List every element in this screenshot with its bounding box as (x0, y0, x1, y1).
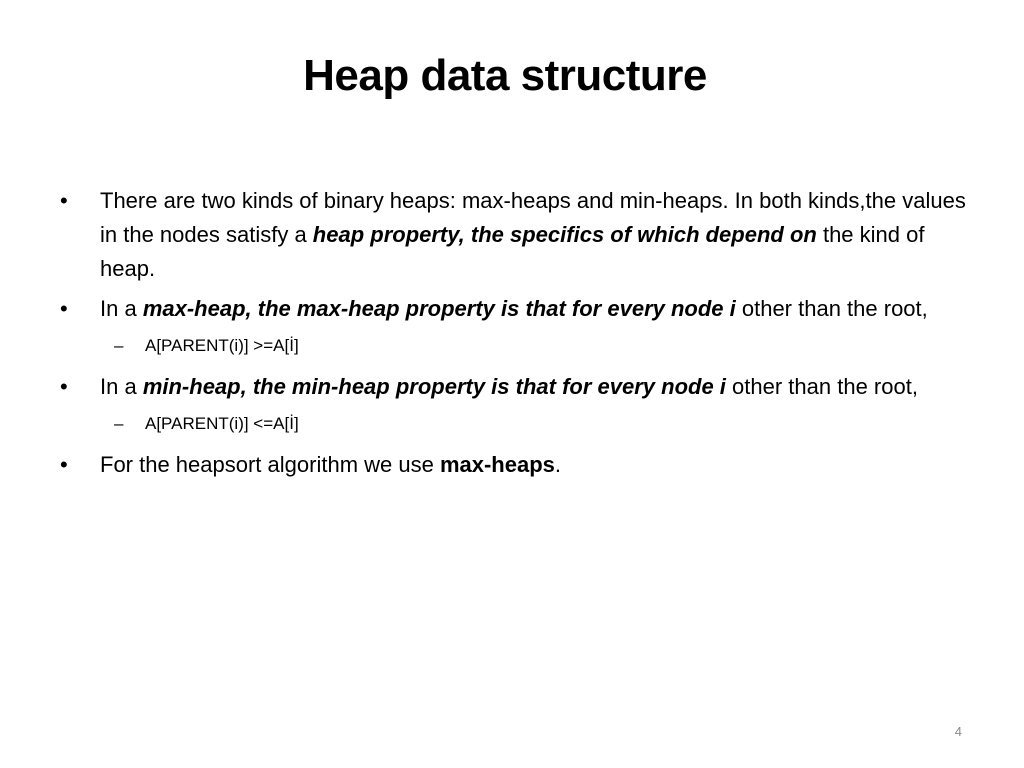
sub-bullet-dash: – (114, 336, 124, 355)
bullet-dot: • (60, 296, 68, 321)
bullet-text: There are two kinds of binary heaps: max-heaps and min-heaps. In both kinds,the values in the nodes satisfy a (100, 188, 966, 247)
sub-bullet-item (58, 410, 968, 438)
bullet-emphasis: heap property, the specifics of which depend on (312, 222, 817, 247)
bullet-text: the kind of heap. (100, 222, 925, 281)
sub-bullet-item (58, 332, 968, 360)
bullet-dot: • (60, 374, 68, 399)
bullet-dot: • (60, 188, 68, 213)
bullet-text: In a (100, 374, 143, 399)
bullet-text: For the heapsort algorithm we use (100, 452, 440, 477)
bullet-dot: • (60, 452, 68, 477)
bullet-item (58, 448, 968, 482)
bullet-text: In a (100, 296, 143, 321)
bullet-item (58, 292, 968, 326)
bullet-text: other than the root, (735, 296, 928, 321)
bullet-text: other than the root, (725, 374, 918, 399)
sub-bullet-dash: – (114, 414, 124, 433)
bullet-emphasis: max-heap, the max-heap property is that for every node i (142, 296, 736, 321)
bullet-item (58, 370, 968, 404)
sub-bullet-text: A[PARENT(i)] >=A[İ] (145, 336, 299, 355)
sub-bullet-text: A[PARENT(i)] <=A[İ] (145, 414, 299, 433)
slide-title: Heap data structure (303, 51, 707, 100)
bullet-text: . (554, 452, 562, 477)
bullet-item (58, 184, 968, 286)
bullet-emphasis: min-heap, the min-heap property is that for every node i (142, 374, 726, 399)
bullet-emphasis: max-heaps (439, 452, 555, 477)
slide-content (58, 184, 968, 488)
page-number: 4 (954, 724, 962, 739)
